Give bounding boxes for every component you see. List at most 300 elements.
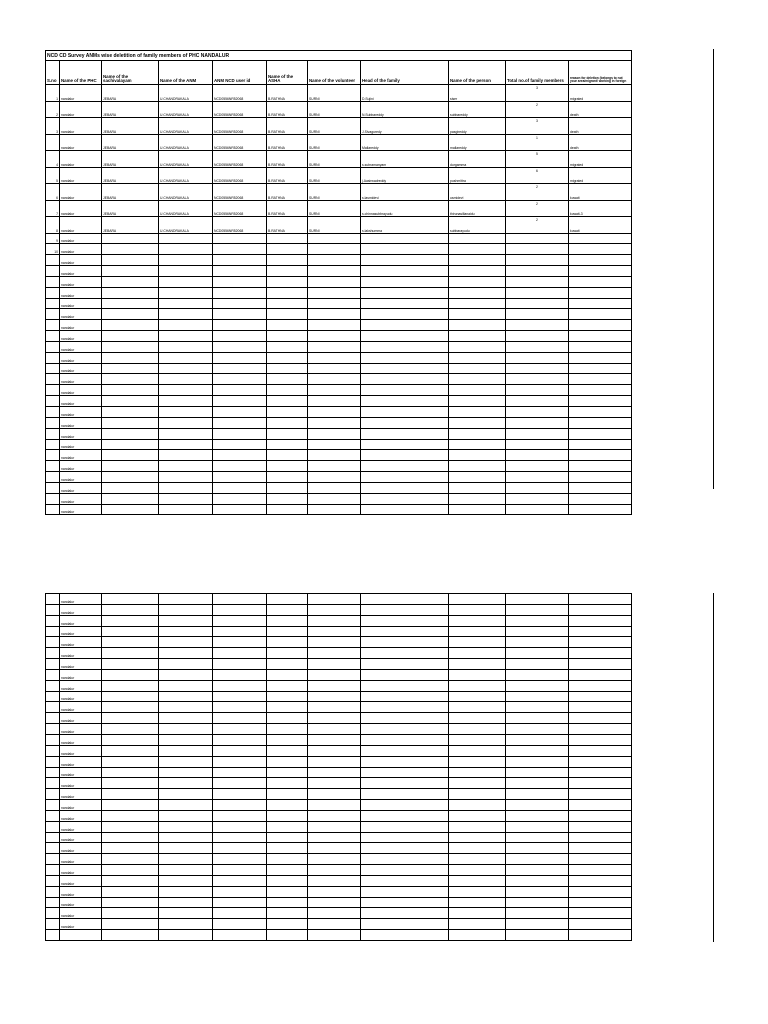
cell-total-members <box>506 789 569 800</box>
table-row <box>46 184 632 201</box>
cell-person: thirunasillanaidu <box>449 200 506 217</box>
cell-person <box>449 908 506 919</box>
cell-person <box>449 396 506 407</box>
cell-person: siser <box>449 85 506 102</box>
cell-sno <box>46 255 60 266</box>
cell-asha <box>267 821 308 832</box>
cell-anm <box>159 724 213 735</box>
survey-table-page-2 <box>45 593 632 941</box>
cell-phc: nandalur <box>60 244 102 255</box>
cell-reason <box>569 363 632 374</box>
cell-person <box>449 482 506 493</box>
cell-total-members <box>506 626 569 637</box>
cell-sno <box>46 778 60 789</box>
cell-total-members <box>506 800 569 811</box>
cell-volunteer: SURNI <box>308 184 361 201</box>
cell-person <box>449 331 506 342</box>
table-row <box>46 800 632 811</box>
cell-anm <box>159 778 213 789</box>
cell-anm <box>159 309 213 320</box>
cell-total-members <box>506 244 569 255</box>
cell-head-of-family: s.lakshumma <box>361 217 449 234</box>
cell-sachivalayam: JEBARA <box>102 85 159 102</box>
cell-user-id: NCD0556NR52068 <box>213 101 267 118</box>
cell-volunteer <box>308 255 361 266</box>
cell-anm: U.CHANDRAKALA <box>159 85 213 102</box>
page-1-right-edge-line <box>713 49 714 489</box>
cell-sachivalayam <box>102 702 159 713</box>
cell-reason <box>569 821 632 832</box>
cell-sno <box>46 385 60 396</box>
cell-head-of-family <box>361 604 449 615</box>
cell-user-id: NCD0556NR52068 <box>213 151 267 168</box>
cell-sachivalayam <box>102 821 159 832</box>
cell-head-of-family <box>361 594 449 605</box>
table-row <box>46 472 632 483</box>
cell-volunteer: SURNI <box>308 118 361 135</box>
cell-anm <box>159 298 213 309</box>
cell-person <box>449 800 506 811</box>
cell-anm <box>159 821 213 832</box>
cell-head-of-family <box>361 309 449 320</box>
cell-anm <box>159 233 213 244</box>
table-row <box>46 217 632 234</box>
cell-sachivalayam <box>102 309 159 320</box>
cell-asha <box>267 865 308 876</box>
cell-phc: nandalur <box>60 374 102 385</box>
cell-anm: U.CHANDRAKALA <box>159 184 213 201</box>
cell-volunteer <box>308 875 361 886</box>
cell-user-id <box>213 680 267 691</box>
cell-sno <box>46 659 60 670</box>
cell-reason <box>569 352 632 363</box>
cell-reason <box>569 778 632 789</box>
cell-reason <box>569 417 632 428</box>
cell-sachivalayam <box>102 439 159 450</box>
cell-anm <box>159 843 213 854</box>
cell-volunteer <box>308 897 361 908</box>
cell-head-of-family <box>361 637 449 648</box>
cell-sno <box>46 428 60 439</box>
table-row <box>46 363 632 374</box>
cell-person <box>449 450 506 461</box>
cell-person <box>449 680 506 691</box>
cell-total-members <box>506 756 569 767</box>
cell-reason: death <box>569 101 632 118</box>
cell-reason <box>569 930 632 941</box>
cell-volunteer <box>308 298 361 309</box>
cell-reason <box>569 919 632 930</box>
header-reason: reason for deletion (belongs to not your area/migrant/ working in foreign <box>569 61 632 85</box>
cell-total-members <box>506 255 569 266</box>
cell-user-id <box>213 309 267 320</box>
cell-sachivalayam: JEBARA <box>102 184 159 201</box>
table-row <box>46 385 632 396</box>
cell-user-id <box>213 778 267 789</box>
cell-sno <box>46 691 60 702</box>
cell-phc: nandalur <box>60 691 102 702</box>
cell-person <box>449 713 506 724</box>
cell-phc: nandalur <box>60 385 102 396</box>
cell-asha <box>267 417 308 428</box>
cell-person <box>449 244 506 255</box>
cell-person <box>449 255 506 266</box>
cell-asha <box>267 680 308 691</box>
cell-asha <box>267 374 308 385</box>
cell-total-members: 2 <box>506 217 569 234</box>
cell-phc: nandalur <box>60 151 102 168</box>
cell-sachivalayam <box>102 417 159 428</box>
cell-reason <box>569 482 632 493</box>
cell-sachivalayam <box>102 756 159 767</box>
cell-volunteer <box>308 659 361 670</box>
cell-sachivalayam <box>102 604 159 615</box>
table-row <box>46 450 632 461</box>
cell-head-of-family <box>361 810 449 821</box>
cell-person <box>449 930 506 941</box>
cell-reason <box>569 396 632 407</box>
cell-volunteer <box>308 843 361 854</box>
cell-sachivalayam: JEBARA <box>102 151 159 168</box>
cell-head-of-family <box>361 461 449 472</box>
cell-user-id <box>213 897 267 908</box>
cell-asha <box>267 287 308 298</box>
cell-phc: nandalur <box>60 341 102 352</box>
cell-user-id <box>213 244 267 255</box>
cell-sachivalayam <box>102 897 159 908</box>
cell-head-of-family <box>361 331 449 342</box>
table-row <box>46 309 632 320</box>
cell-sno <box>46 680 60 691</box>
cell-user-id <box>213 341 267 352</box>
cell-sno <box>46 134 60 151</box>
cell-user-id <box>213 821 267 832</box>
cell-asha <box>267 810 308 821</box>
cell-phc: nandalur <box>60 428 102 439</box>
cell-sno <box>46 309 60 320</box>
cell-user-id: NCD0556NR52068 <box>213 217 267 234</box>
cell-sno <box>46 800 60 811</box>
table-row <box>46 85 632 102</box>
cell-head-of-family <box>361 897 449 908</box>
cell-user-id <box>213 648 267 659</box>
cell-person <box>449 702 506 713</box>
cell-sno <box>46 287 60 298</box>
cell-sno <box>46 417 60 428</box>
cell-phc: nandalur <box>60 854 102 865</box>
table-row <box>46 897 632 908</box>
cell-reason <box>569 680 632 691</box>
cell-user-id <box>213 908 267 919</box>
cell-total-members <box>506 713 569 724</box>
cell-person <box>449 407 506 418</box>
cell-head-of-family <box>361 450 449 461</box>
cell-phc: nandalur <box>60 626 102 637</box>
cell-phc: nandalur <box>60 504 102 515</box>
cell-volunteer <box>308 341 361 352</box>
cell-reason <box>569 669 632 680</box>
cell-head-of-family <box>361 789 449 800</box>
table-row <box>46 713 632 724</box>
cell-volunteer <box>308 439 361 450</box>
cell-user-id <box>213 604 267 615</box>
table-row <box>46 374 632 385</box>
cell-anm: U.CHANDRAKALA <box>159 217 213 234</box>
header-sachivalayam: Name of the sachivalayam <box>102 61 159 85</box>
cell-asha <box>267 713 308 724</box>
cell-user-id <box>213 702 267 713</box>
cell-sno: 7 <box>46 200 60 217</box>
cell-head-of-family <box>361 352 449 363</box>
cell-person <box>449 493 506 504</box>
cell-reason <box>569 385 632 396</box>
cell-asha <box>267 363 308 374</box>
cell-anm <box>159 331 213 342</box>
cell-sno <box>46 886 60 897</box>
cell-anm <box>159 865 213 876</box>
header-anm: Name of the ANM <box>159 61 213 85</box>
cell-head-of-family <box>361 778 449 789</box>
cell-person: durgamma <box>449 151 506 168</box>
cell-sno <box>46 713 60 724</box>
table-row <box>46 756 632 767</box>
cell-reason <box>569 615 632 626</box>
table-row <box>46 287 632 298</box>
cell-anm <box>159 659 213 670</box>
cell-anm <box>159 493 213 504</box>
cell-anm <box>159 919 213 930</box>
cell-sno <box>46 374 60 385</box>
cell-person <box>449 886 506 897</box>
cell-volunteer <box>308 482 361 493</box>
cell-sno <box>46 266 60 277</box>
table-row <box>46 659 632 670</box>
cell-head-of-family <box>361 482 449 493</box>
cell-total-members <box>506 854 569 865</box>
cell-total-members <box>506 331 569 342</box>
cell-anm <box>159 713 213 724</box>
cell-sno <box>46 648 60 659</box>
cell-user-id: NCD0556NR52068 <box>213 118 267 135</box>
cell-sno <box>46 276 60 287</box>
cell-phc: nandalur <box>60 287 102 298</box>
cell-total-members <box>506 745 569 756</box>
cell-reason <box>569 428 632 439</box>
table-row <box>46 482 632 493</box>
cell-head-of-family: J.Sivaguredy <box>361 118 449 135</box>
cell-anm <box>159 810 213 821</box>
cell-asha <box>267 461 308 472</box>
cell-head-of-family <box>361 886 449 897</box>
cell-person <box>449 439 506 450</box>
cell-head-of-family <box>361 341 449 352</box>
table-row <box>46 134 632 151</box>
table-row <box>46 626 632 637</box>
cell-user-id <box>213 930 267 941</box>
cell-volunteer <box>308 407 361 418</box>
cell-total-members <box>506 309 569 320</box>
cell-person <box>449 669 506 680</box>
cell-phc: nandalur <box>60 200 102 217</box>
cell-volunteer: SURNI <box>308 134 361 151</box>
cell-sachivalayam <box>102 594 159 605</box>
cell-head-of-family: Mallareddy <box>361 134 449 151</box>
cell-phc: nandalur <box>60 810 102 821</box>
cell-person <box>449 363 506 374</box>
cell-phc: nandalur <box>60 756 102 767</box>
table-row <box>46 266 632 277</box>
cell-reason <box>569 604 632 615</box>
cell-volunteer <box>308 745 361 756</box>
cell-head-of-family <box>361 363 449 374</box>
cell-reason <box>569 266 632 277</box>
cell-asha <box>267 930 308 941</box>
cell-reason: migrated <box>569 151 632 168</box>
cell-user-id <box>213 724 267 735</box>
cell-person <box>449 352 506 363</box>
table-row <box>46 724 632 735</box>
table-row <box>46 407 632 418</box>
cell-user-id <box>213 233 267 244</box>
table-row <box>46 604 632 615</box>
cell-reason <box>569 287 632 298</box>
cell-sno <box>46 756 60 767</box>
cell-sno <box>46 439 60 450</box>
cell-asha <box>267 331 308 342</box>
cell-total-members: 1 <box>506 134 569 151</box>
cell-total-members <box>506 897 569 908</box>
cell-total-members <box>506 908 569 919</box>
cell-reason <box>569 439 632 450</box>
cell-sachivalayam <box>102 669 159 680</box>
cell-anm <box>159 594 213 605</box>
cell-sachivalayam <box>102 266 159 277</box>
cell-sachivalayam <box>102 407 159 418</box>
cell-volunteer <box>308 908 361 919</box>
cell-person <box>449 745 506 756</box>
cell-user-id <box>213 276 267 287</box>
cell-volunteer <box>308 648 361 659</box>
cell-volunteer: SURNI <box>308 167 361 184</box>
cell-reason <box>569 789 632 800</box>
cell-sno <box>46 745 60 756</box>
cell-asha <box>267 320 308 331</box>
table-row <box>46 615 632 626</box>
cell-person <box>449 756 506 767</box>
cell-volunteer <box>308 756 361 767</box>
cell-sachivalayam <box>102 276 159 287</box>
cell-total-members <box>506 821 569 832</box>
header-volunteer: Name of the volunteer <box>308 61 361 85</box>
cell-reason <box>569 832 632 843</box>
cell-volunteer <box>308 363 361 374</box>
cell-user-id <box>213 439 267 450</box>
cell-user-id <box>213 255 267 266</box>
cell-sno <box>46 843 60 854</box>
table-row <box>46 200 632 217</box>
cell-anm <box>159 789 213 800</box>
cell-user-id <box>213 472 267 483</box>
cell-anm <box>159 352 213 363</box>
cell-person <box>449 810 506 821</box>
cell-person <box>449 778 506 789</box>
cell-volunteer <box>308 691 361 702</box>
cell-user-id <box>213 374 267 385</box>
cell-asha <box>267 255 308 266</box>
cell-asha: B.RATHNA <box>267 217 308 234</box>
cell-total-members <box>506 615 569 626</box>
cell-volunteer <box>308 821 361 832</box>
table-row <box>46 832 632 843</box>
cell-head-of-family <box>361 493 449 504</box>
cell-head-of-family <box>361 800 449 811</box>
cell-volunteer <box>308 832 361 843</box>
cell-total-members <box>506 417 569 428</box>
cell-asha <box>267 659 308 670</box>
cell-sachivalayam <box>102 734 159 745</box>
cell-sno <box>46 669 60 680</box>
cell-user-id <box>213 615 267 626</box>
cell-reason <box>569 461 632 472</box>
table-row <box>46 778 632 789</box>
cell-volunteer <box>308 680 361 691</box>
cell-phc: nandalur <box>60 352 102 363</box>
table-row <box>46 151 632 168</box>
table-row <box>46 745 632 756</box>
cell-user-id <box>213 713 267 724</box>
cell-asha <box>267 724 308 735</box>
cell-anm <box>159 756 213 767</box>
cell-head-of-family <box>361 504 449 515</box>
cell-volunteer <box>308 276 361 287</box>
cell-asha <box>267 439 308 450</box>
table-row <box>46 843 632 854</box>
cell-person: usmidevi <box>449 184 506 201</box>
cell-phc: nandalur <box>60 702 102 713</box>
cell-sno <box>46 363 60 374</box>
cell-total-members <box>506 637 569 648</box>
cell-anm <box>159 702 213 713</box>
cell-phc: nandalur <box>60 897 102 908</box>
cell-total-members <box>506 659 569 670</box>
cell-reason <box>569 320 632 331</box>
cell-asha <box>267 886 308 897</box>
cell-volunteer <box>308 266 361 277</box>
cell-asha: B.RATHNA <box>267 134 308 151</box>
cell-anm <box>159 244 213 255</box>
cell-user-id <box>213 865 267 876</box>
cell-sachivalayam <box>102 626 159 637</box>
cell-sno <box>46 604 60 615</box>
cell-volunteer <box>308 331 361 342</box>
cell-user-id <box>213 886 267 897</box>
cell-asha <box>267 504 308 515</box>
cell-sno <box>46 832 60 843</box>
cell-total-members <box>506 680 569 691</box>
cell-sachivalayam <box>102 648 159 659</box>
cell-head-of-family <box>361 472 449 483</box>
cell-reason <box>569 702 632 713</box>
cell-anm <box>159 428 213 439</box>
cell-phc: nandalur <box>60 217 102 234</box>
cell-phc: nandalur <box>60 669 102 680</box>
cell-sachivalayam: JEBARA <box>102 101 159 118</box>
cell-sno <box>46 472 60 483</box>
cell-user-id <box>213 363 267 374</box>
cell-person <box>449 309 506 320</box>
table-row <box>46 767 632 778</box>
cell-phc: nandalur <box>60 713 102 724</box>
